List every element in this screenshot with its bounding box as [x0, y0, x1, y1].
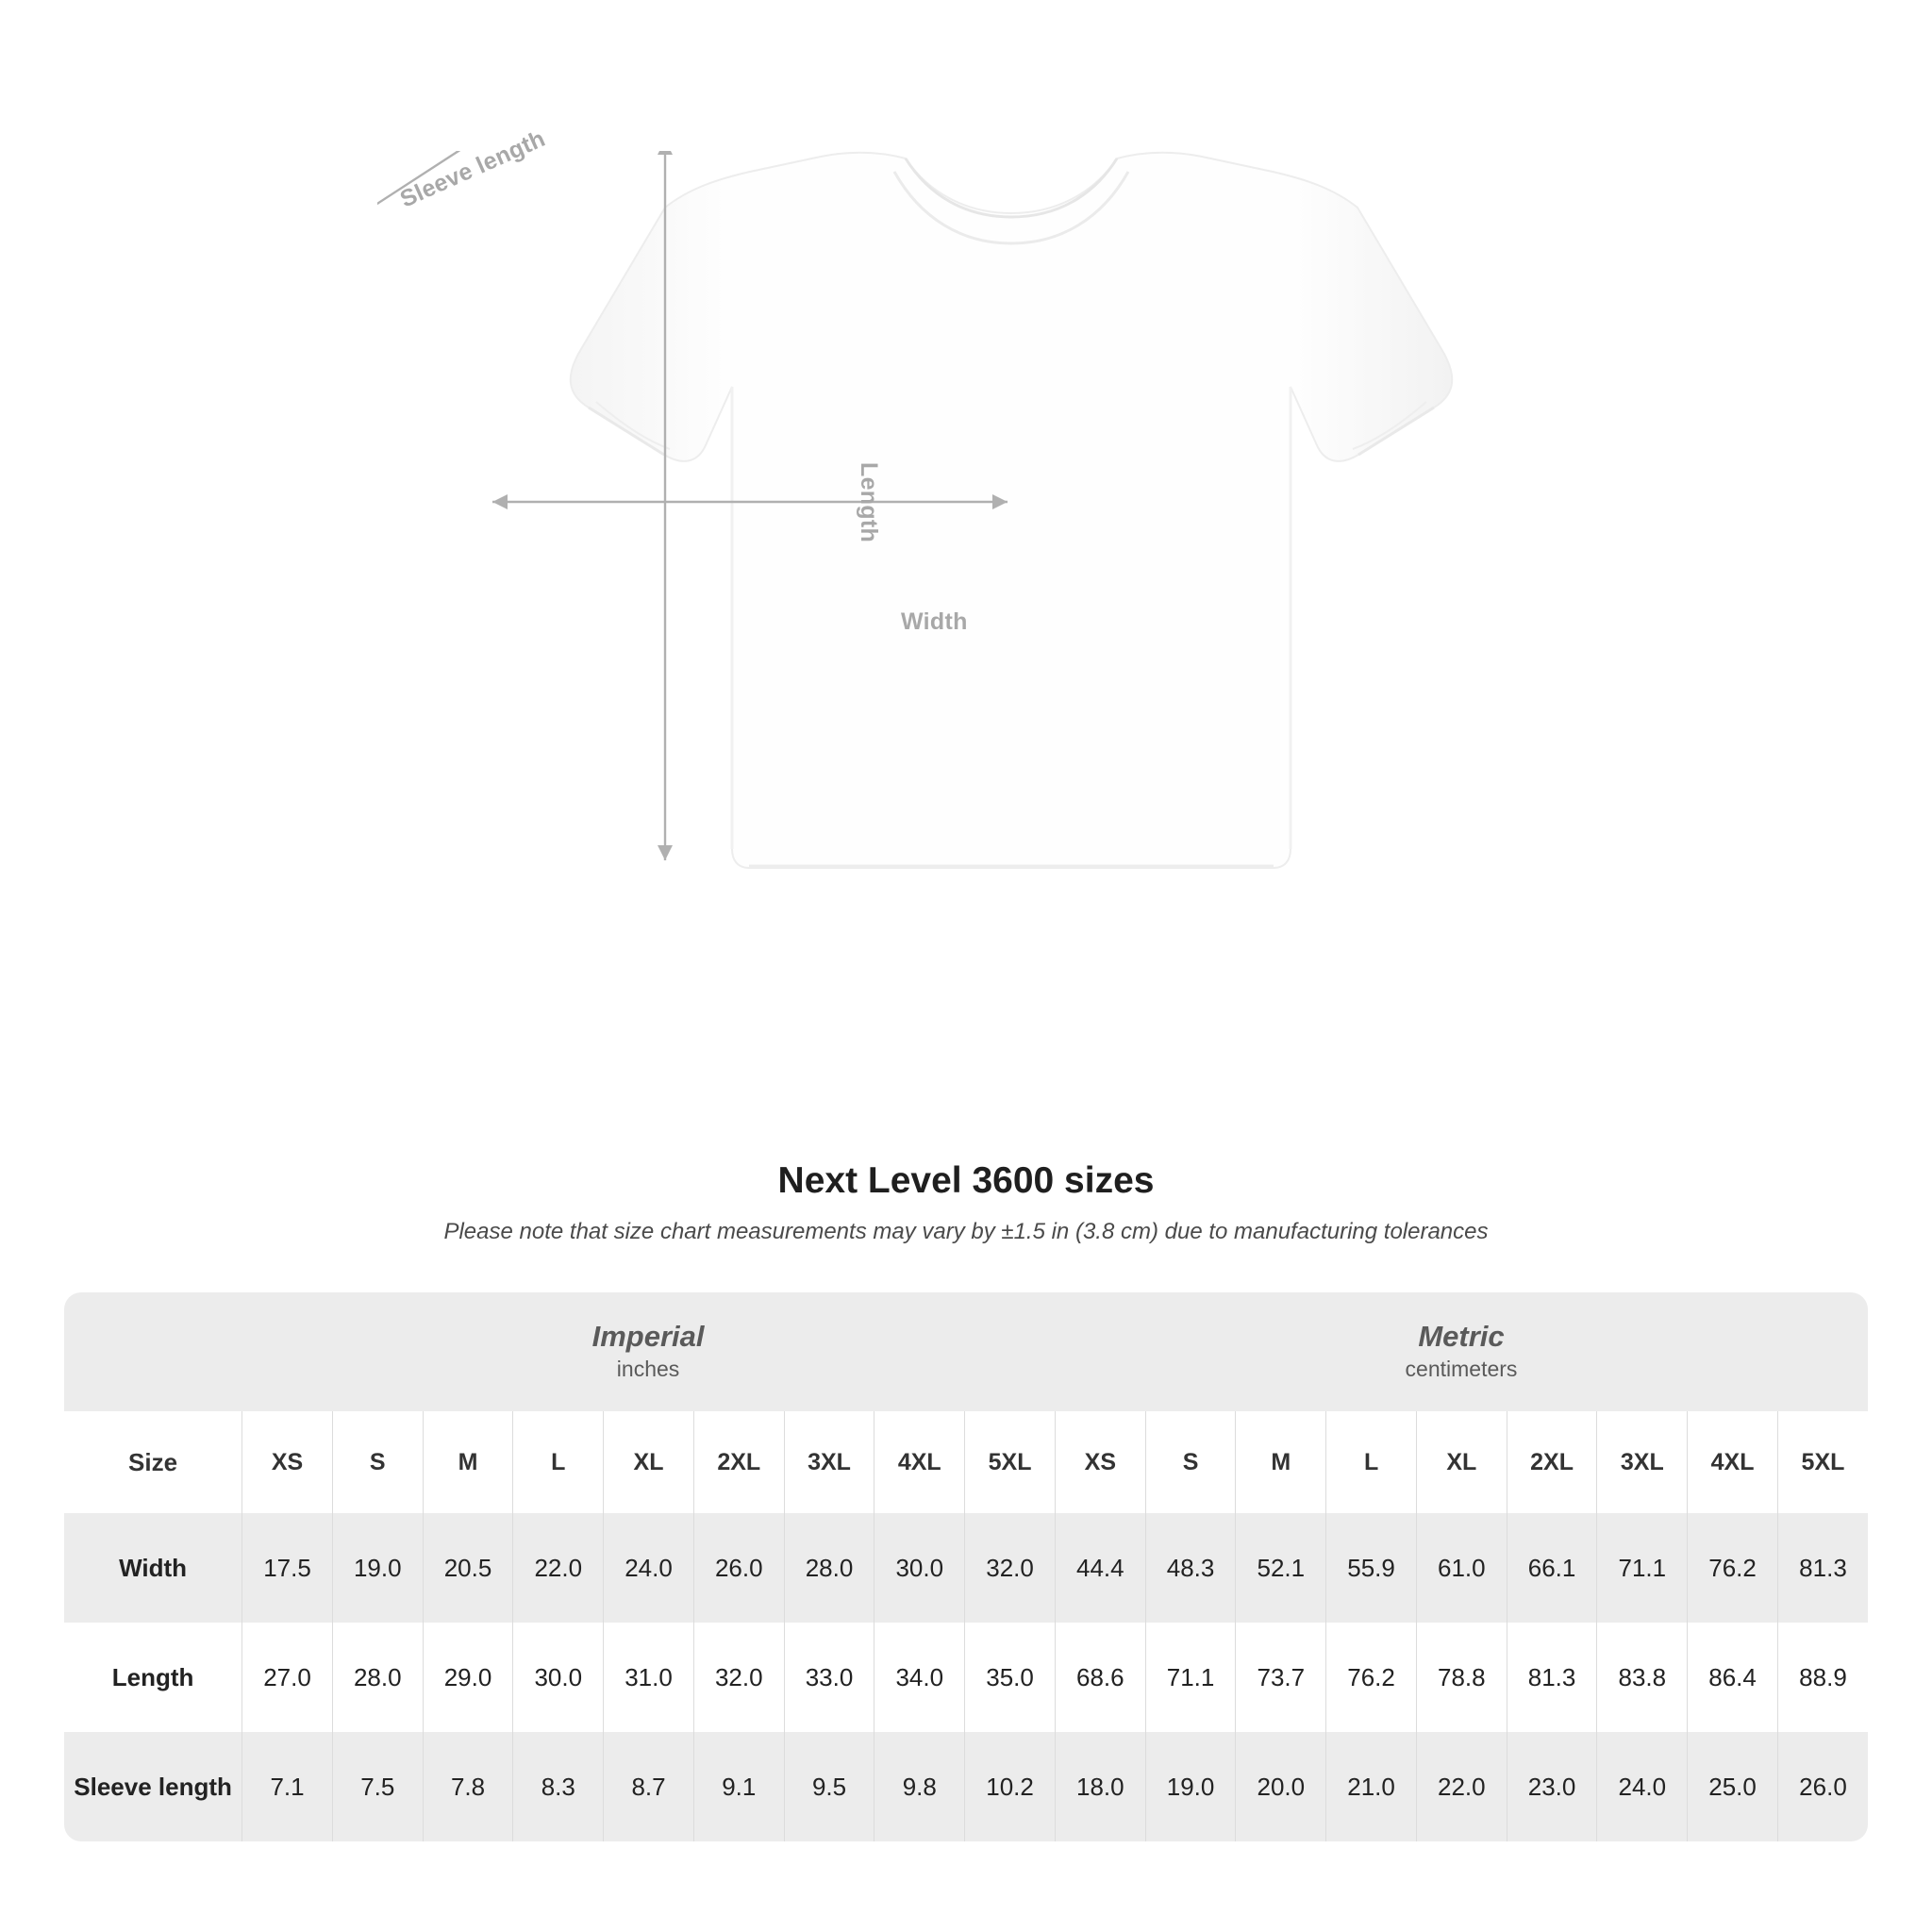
- cell-width-imp-4xl: 30.0: [874, 1513, 964, 1623]
- row-label-length: Length: [64, 1623, 242, 1732]
- unit-imperial-name: Imperial: [591, 1320, 705, 1354]
- unit-metric-sub: centimeters: [1405, 1356, 1518, 1381]
- cell-sleeve-met-4xl: 25.0: [1687, 1732, 1777, 1841]
- cell-sleeve-met-2xl: 23.0: [1507, 1732, 1597, 1841]
- cell-length-imp-s: 28.0: [332, 1623, 423, 1732]
- page-title: Next Level 3600 sizes: [777, 1160, 1155, 1201]
- cell-sleeve-imp-xs: 7.1: [242, 1732, 332, 1841]
- unit-header-row: [64, 1292, 1868, 1411]
- cell-length-imp-l: 30.0: [512, 1623, 603, 1732]
- annotation-sleeve-length: Sleeve length: [396, 125, 550, 213]
- cell-length-met-2xl: 81.3: [1507, 1623, 1597, 1732]
- cell-width-met-3xl: 71.1: [1596, 1513, 1687, 1623]
- unit-imperial-sub: inches: [616, 1356, 680, 1381]
- cell-sleeve-imp-4xl: 9.8: [874, 1732, 964, 1841]
- cell-sleeve-imp-5xl: 10.2: [964, 1732, 1055, 1841]
- tolerance-note: Please note that size chart measurements may vary by ±1.5 in (3.8 cm) due to manufacturing tolerances: [443, 1219, 1489, 1244]
- cell-width-met-xl: 61.0: [1416, 1513, 1507, 1623]
- tshirt-svg: [377, 151, 1538, 1132]
- cell-sleeve-imp-3xl: 9.5: [784, 1732, 874, 1841]
- header-cell-imp-2xl: 2XL: [693, 1411, 784, 1513]
- table-row: [64, 1732, 1868, 1841]
- cell-width-met-5xl: 81.3: [1777, 1513, 1868, 1623]
- header-cell-met-4xl: 4XL: [1687, 1411, 1777, 1513]
- size-header-row: [64, 1411, 1868, 1513]
- header-size-label: Size: [64, 1411, 242, 1513]
- cell-width-met-s: 48.3: [1145, 1513, 1236, 1623]
- cell-width-met-l: 55.9: [1325, 1513, 1416, 1623]
- header-cell-met-l: L: [1325, 1411, 1416, 1513]
- header-cell-imp-3xl: 3XL: [784, 1411, 874, 1513]
- cell-length-imp-xs: 27.0: [242, 1623, 332, 1732]
- cell-sleeve-met-xl: 22.0: [1416, 1732, 1507, 1841]
- cell-length-met-l: 76.2: [1325, 1623, 1416, 1732]
- cell-sleeve-imp-2xl: 9.1: [693, 1732, 784, 1841]
- cell-sleeve-met-3xl: 24.0: [1596, 1732, 1687, 1841]
- header-cell-imp-l: L: [512, 1411, 603, 1513]
- cell-length-met-4xl: 86.4: [1687, 1623, 1777, 1732]
- tshirt-graphic: [377, 151, 1538, 1132]
- cell-sleeve-imp-l: 8.3: [512, 1732, 603, 1841]
- cell-length-met-m: 73.7: [1235, 1623, 1325, 1732]
- cell-width-imp-5xl: 32.0: [964, 1513, 1055, 1623]
- header-cell-met-s: S: [1145, 1411, 1236, 1513]
- cell-sleeve-met-s: 19.0: [1145, 1732, 1236, 1841]
- cell-sleeve-met-5xl: 26.0: [1777, 1732, 1868, 1841]
- cell-length-met-s: 71.1: [1145, 1623, 1236, 1732]
- cell-length-imp-2xl: 32.0: [693, 1623, 784, 1732]
- header-cell-imp-xl: XL: [603, 1411, 693, 1513]
- cell-length-met-xs: 68.6: [1055, 1623, 1145, 1732]
- cell-length-imp-xl: 31.0: [603, 1623, 693, 1732]
- shirt-body-shape: [571, 153, 1452, 868]
- cell-width-met-2xl: 66.1: [1507, 1513, 1597, 1623]
- cell-width-met-4xl: 76.2: [1687, 1513, 1777, 1623]
- header-cell-imp-xs: XS: [242, 1411, 332, 1513]
- header-cell-imp-s: S: [332, 1411, 423, 1513]
- cell-sleeve-imp-s: 7.5: [332, 1732, 423, 1841]
- cell-width-imp-m: 20.5: [423, 1513, 513, 1623]
- cell-width-imp-xl: 24.0: [603, 1513, 693, 1623]
- cell-width-met-xs: 44.4: [1055, 1513, 1145, 1623]
- row-label-sleeve-length: Sleeve length: [64, 1732, 242, 1841]
- header-cell-met-xs: XS: [1055, 1411, 1145, 1513]
- table-row: [64, 1513, 1868, 1623]
- cell-sleeve-imp-m: 7.8: [423, 1732, 513, 1841]
- cell-length-imp-5xl: 35.0: [964, 1623, 1055, 1732]
- cell-length-met-5xl: 88.9: [1777, 1623, 1868, 1732]
- annotation-length: Length: [856, 462, 882, 543]
- row-label-width: Width: [64, 1513, 242, 1623]
- unit-group-imperial: [242, 1292, 1055, 1411]
- cell-length-imp-4xl: 34.0: [874, 1623, 964, 1732]
- header-cell-met-3xl: 3XL: [1596, 1411, 1687, 1513]
- cell-sleeve-met-xs: 18.0: [1055, 1732, 1145, 1841]
- annotation-width: Width: [901, 608, 968, 635]
- cell-length-met-xl: 78.8: [1416, 1623, 1507, 1732]
- header-cell-met-5xl: 5XL: [1777, 1411, 1868, 1513]
- header-cell-met-m: M: [1235, 1411, 1325, 1513]
- cell-width-imp-s: 19.0: [332, 1513, 423, 1623]
- cell-length-imp-m: 29.0: [423, 1623, 513, 1732]
- cell-sleeve-met-m: 20.0: [1235, 1732, 1325, 1841]
- table-row: [64, 1623, 1868, 1732]
- header-cell-imp-5xl: 5XL: [964, 1411, 1055, 1513]
- cell-sleeve-imp-xl: 8.7: [603, 1732, 693, 1841]
- cell-width-imp-xs: 17.5: [242, 1513, 332, 1623]
- unit-group-metric: [1055, 1292, 1868, 1411]
- size-table: [64, 1292, 1868, 1841]
- cell-sleeve-met-l: 21.0: [1325, 1732, 1416, 1841]
- cell-width-imp-3xl: 28.0: [784, 1513, 874, 1623]
- cell-length-imp-3xl: 33.0: [784, 1623, 874, 1732]
- cell-width-met-m: 52.1: [1235, 1513, 1325, 1623]
- header-cell-imp-m: M: [423, 1411, 513, 1513]
- size-table-wrap: [64, 1292, 1868, 1841]
- header-cell-imp-4xl: 4XL: [874, 1411, 964, 1513]
- cell-width-imp-2xl: 26.0: [693, 1513, 784, 1623]
- cell-width-imp-l: 22.0: [512, 1513, 603, 1623]
- unit-metric-name: Metric: [1418, 1320, 1505, 1354]
- header-cell-met-xl: XL: [1416, 1411, 1507, 1513]
- cell-length-met-3xl: 83.8: [1596, 1623, 1687, 1732]
- corner-cell: [64, 1292, 242, 1411]
- title-block: [0, 1160, 1932, 1245]
- header-cell-met-2xl: 2XL: [1507, 1411, 1597, 1513]
